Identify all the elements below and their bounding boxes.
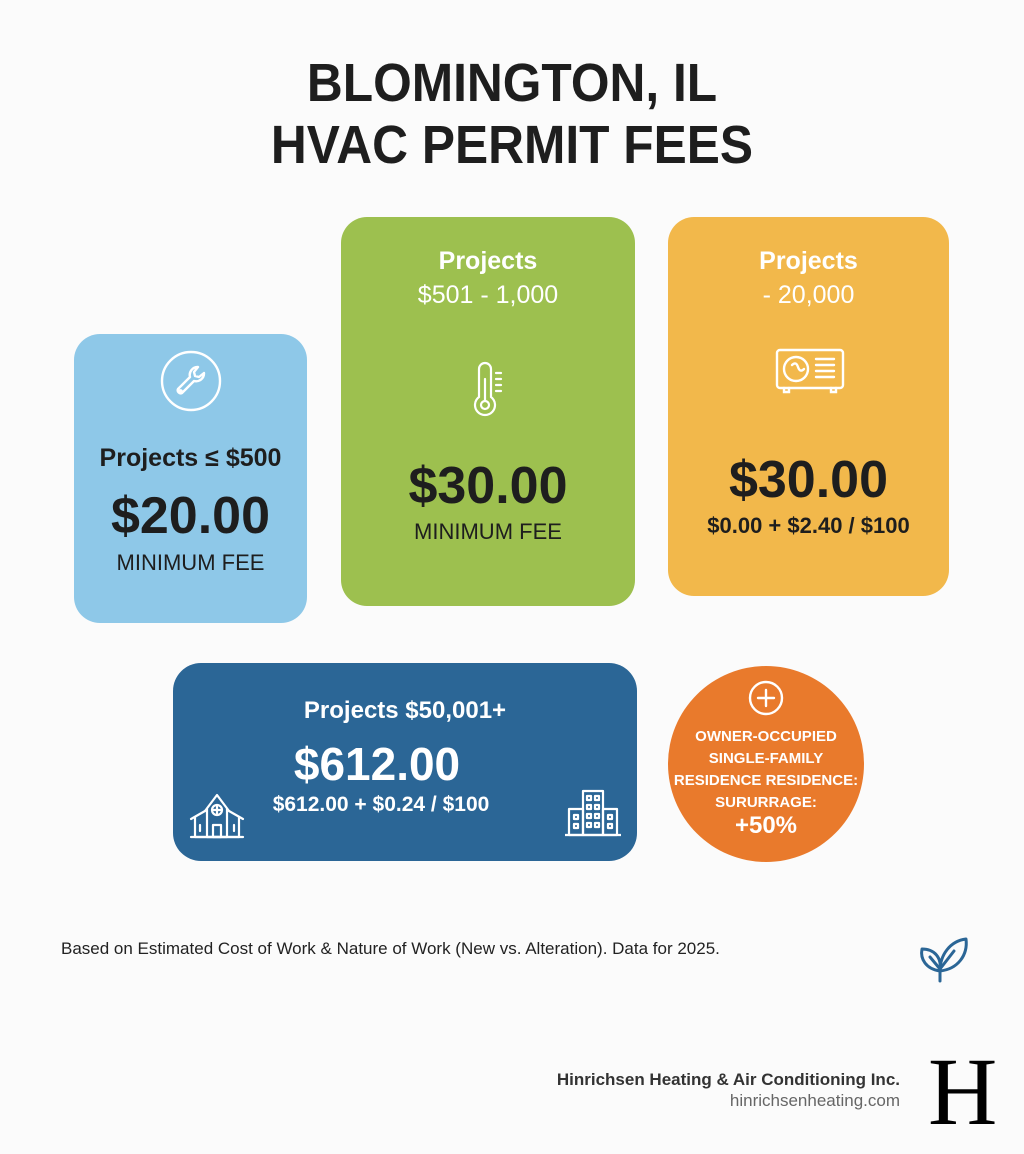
company-name: Hinrichsen Heating & Air Conditioning Inc. <box>556 1070 900 1089</box>
fee-range: Projects $50,001+ <box>303 697 507 724</box>
fee-card-50001-plus <box>173 663 637 861</box>
surcharge-value: +50% <box>734 812 798 839</box>
fee-amount: $30.00 <box>408 457 568 515</box>
fee-range: $501 - 1,000 <box>417 281 559 309</box>
company-logo: H <box>928 1052 998 1132</box>
fee-note: MINIMUM FEE <box>116 550 265 575</box>
fee-heading: Projects <box>759 247 858 275</box>
surcharge-line-2: SINGLE-FAMILY <box>708 750 824 767</box>
wrench-icon <box>160 350 222 412</box>
surcharge-line-1: OWNER-OCCUPIED <box>695 728 837 745</box>
fee-amount: $612.00 <box>293 738 461 790</box>
fee-heading: Projects <box>438 247 538 275</box>
thermometer-icon <box>469 361 505 417</box>
surcharge-badge <box>668 666 864 862</box>
plus-circle-icon <box>748 680 784 716</box>
fee-formula: $612.00 + $0.24 / $100 <box>272 793 490 816</box>
house-icon <box>189 791 245 839</box>
fee-amount: $20.00 <box>110 487 271 545</box>
fee-card-under-500 <box>74 334 307 623</box>
footnote: Based on Estimated Cost of Work & Nature of Work (New vs. Alteration). Data for 2025. <box>61 939 720 958</box>
surcharge-line-4: SURURRAGE: <box>715 794 817 811</box>
fee-amount: $30.00 <box>728 451 889 509</box>
office-building-icon <box>565 787 621 839</box>
fee-formula: $0.00 + $2.40 / $100 <box>707 513 910 538</box>
company-website[interactable]: hinrichsenheating.com <box>729 1091 900 1110</box>
fee-card-501-1000 <box>341 217 635 606</box>
fee-range: - 20,000 <box>762 281 855 309</box>
title-line-2: HVAC PERMIT FEES <box>270 115 754 175</box>
leaf-icon <box>918 935 970 983</box>
fee-range: Projects ≤ $500 <box>99 444 282 472</box>
fee-note: MINIMUM FEE <box>414 519 562 544</box>
title-line-1: BLOMINGTON, IL <box>306 53 718 113</box>
fee-card-to-20000 <box>668 217 949 596</box>
surcharge-description <box>668 726 864 814</box>
ac-unit-icon <box>774 347 846 397</box>
surcharge-line-3: RESIDENCE RESIDENCE: <box>673 772 859 789</box>
page-title <box>41 52 983 176</box>
